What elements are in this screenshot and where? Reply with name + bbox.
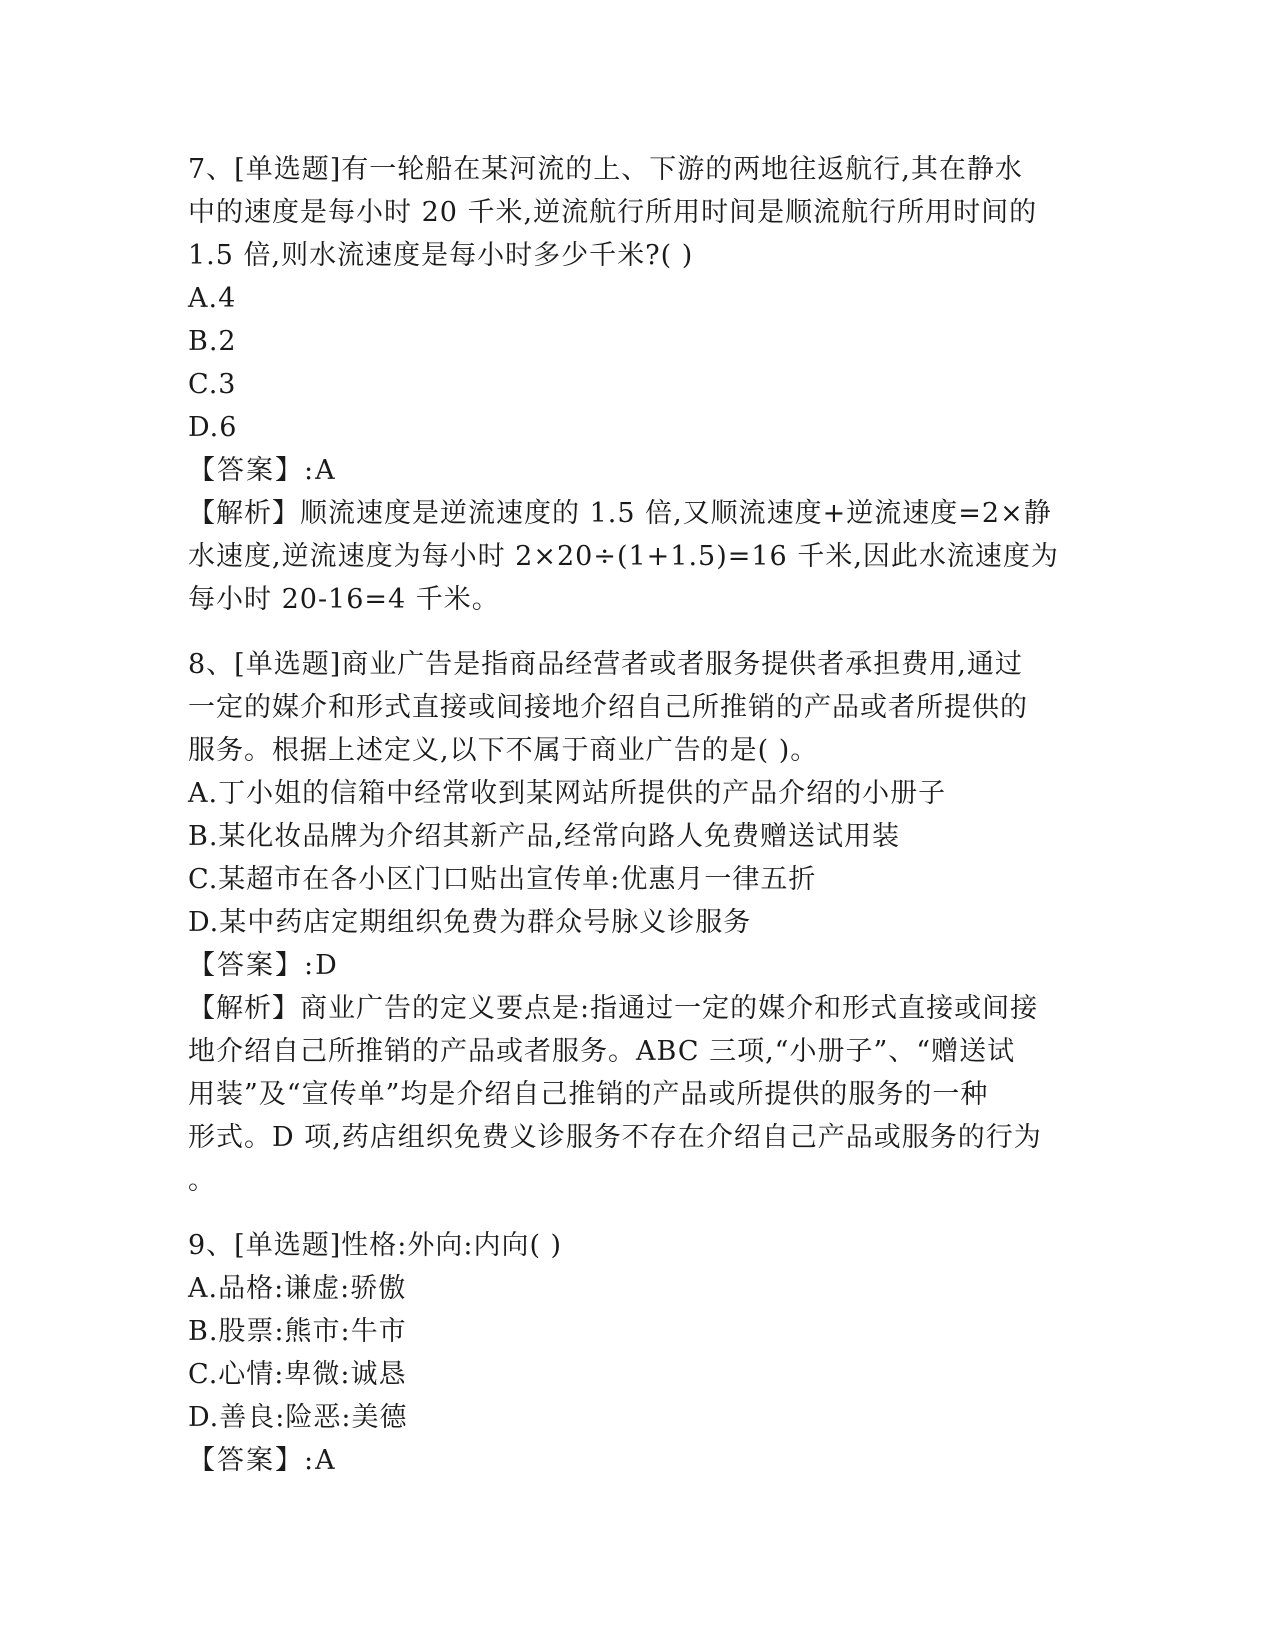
analysis-line: 【解析】商业广告的定义要点是:指通过一定的媒介和形式直接或间接 (188, 993, 1039, 1024)
analysis-line: 用装”及“宣传单”均是介绍自己推销的产品或所提供的服务的一种 (188, 1079, 989, 1110)
option-d: D.善良:险恶:美德 (188, 1402, 408, 1433)
analysis-line: 形式。D 项,药店组织免费义诊服务不存在介绍自己产品或服务的行为 (188, 1122, 1042, 1153)
option-c: C.心情:卑微:诚恳 (188, 1359, 407, 1390)
section-gap (188, 1202, 1088, 1224)
option-b: B.2 (188, 326, 237, 357)
answer-line (188, 1439, 1088, 1482)
answer-label: 【答案】: (188, 1445, 316, 1476)
section-gap (188, 621, 1088, 643)
answer-value: A (315, 1445, 336, 1476)
question-stem-line: 9、[单选题]性格:外向:内向( ) (188, 1230, 563, 1261)
analysis-line: 水速度,逆流速度为每小时 2×20÷(1+1.5)=16 千米,因此水流速度为 (188, 541, 1059, 572)
answer-line (188, 944, 1088, 987)
option-b: B.股票:熊市:牛市 (188, 1316, 407, 1347)
answer-value: A (315, 455, 336, 486)
question-stem-line: 服务。根据上述定义,以下不属于商业广告的是( )。 (188, 735, 819, 766)
answer-line (188, 449, 1088, 492)
option-d: D.6 (188, 412, 238, 443)
option-a: A.品格:谦虚:骄傲 (188, 1273, 407, 1304)
question-stem-line: 7、[单选题]有一轮船在某河流的上、下游的两地往返航行,其在静水 (188, 154, 1023, 185)
option-a: A.丁小姐的信箱中经常收到某网站所提供的产品介绍的小册子 (188, 778, 947, 809)
analysis-line: 【解析】顺流速度是逆流速度的 1.5 倍,又顺流速度+逆流速度=2×静 (188, 498, 1052, 529)
question-9 (188, 1224, 1088, 1482)
option-d: D.某中药店定期组织免费为群众号脉义诊服务 (188, 907, 752, 938)
document-body (188, 148, 1088, 1482)
question-stem-line: 1.5 倍,则水流速度是每小时多少千米?( ) (188, 240, 694, 271)
analysis-line: 。 (188, 1165, 216, 1196)
option-c: C.某超市在各小区门口贴出宣传单:优惠月一律五折 (188, 864, 817, 895)
analysis-line: 每小时 20-16=4 千米。 (188, 584, 500, 615)
answer-label: 【答案】: (188, 455, 316, 486)
question-stem-line: 中的速度是每小时 20 千米,逆流航行所用时间是顺流航行所用时间的 (188, 197, 1038, 228)
option-b: B.某化妆品牌为介绍其新产品,经常向路人免费赠送试用装 (188, 821, 901, 852)
answer-value: D (315, 950, 338, 981)
option-c: C.3 (188, 369, 237, 400)
question-stem-line: 8、[单选题]商业广告是指商品经营者或者服务提供者承担费用,通过 (188, 649, 1023, 680)
question-7 (188, 148, 1088, 621)
question-8 (188, 643, 1088, 1202)
answer-label: 【答案】: (188, 950, 316, 981)
option-a: A.4 (188, 283, 237, 314)
question-stem-line: 一定的媒介和形式直接或间接地介绍自己所推销的产品或者所提供的 (188, 692, 1028, 723)
analysis-line: 地介绍自己所推销的产品或者服务。ABC 三项,“小册子”、“赠送试 (188, 1036, 1016, 1067)
